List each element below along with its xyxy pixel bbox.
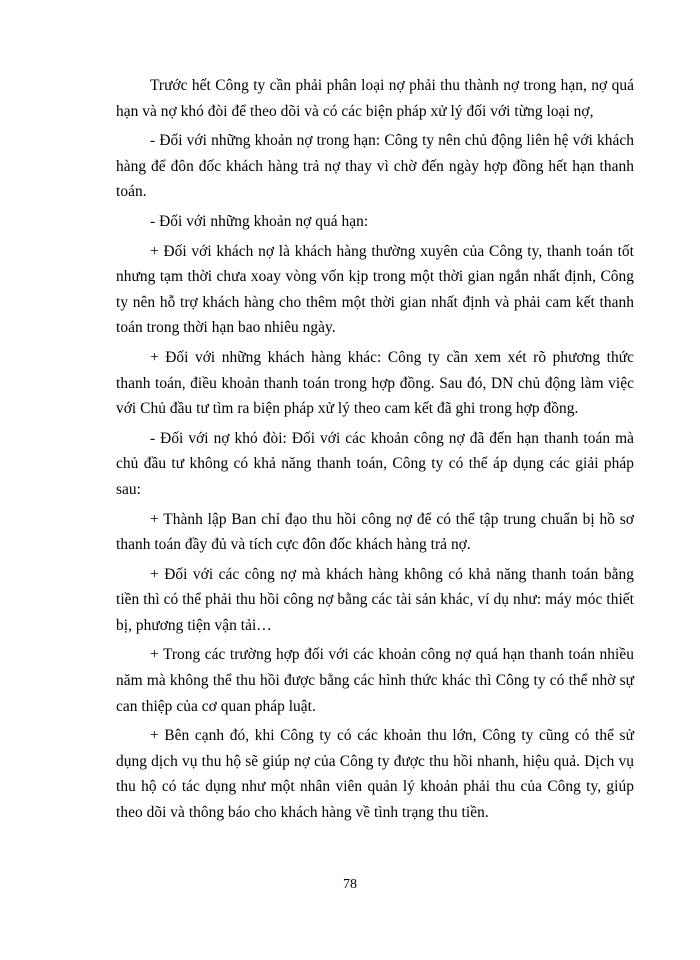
page-number: 78 — [343, 877, 357, 892]
paragraph-regular-customers: + Đối với khách nợ là khách hàng thường xuyên của Công ty, thanh toán tốt nhưng tạm thời chưa xoay vòng vốn kịp trong một thời gian ngắn nhất định, Công ty nên hỗ trợ khách hàng cho thêm một thời gian nhất định và phải cam kết thanh toán trong thời hạn bao nhiêu ngày. — [116, 242, 634, 337]
paragraph-legal-intervention: + Trong các trường hợp đối với các khoản công nợ quá hạn thanh toán nhiều năm mà không thể thu hồi được bằng các hình thức khác thì Công ty có thể nhờ sự can thiệp của cơ quan pháp luật. — [116, 646, 634, 715]
paragraph-collection-service: + Bên cạnh đó, khi Công ty có các khoản thu lớn, Công ty cũng có thể sử dụng dịch vụ thu hộ sẽ giúp nợ của Công ty được thu hồi nhanh, hiệu quả. Dịch vụ thu hộ có tác dụng như một nhân viên quản lý khoản phải thu của Công ty, giúp theo dõi và thông báo cho khách hàng về tình trạng thu tiền. — [116, 727, 634, 822]
document-body — [116, 73, 634, 830]
paragraph-debt-classification: Trước hết Công ty cần phải phân loại nợ phải thu thành nợ trong hạn, nợ quá hạn và nợ khó đòi để theo dõi và có các biện pháp xử lý đối với từng loại nợ, — [116, 77, 634, 120]
paragraph-collection-board: + Thành lập Ban chỉ đạo thu hồi công nợ để có thể tập trung chuẩn bị hồ sơ thanh toán đầy đủ và tích cực đôn đốc khách hàng trả nợ. — [116, 510, 634, 554]
paragraph-current-debt: - Đối với những khoản nợ trong hạn: Công ty nên chủ động liên hệ với khách hàng để đôn đốc khách hàng trả nợ thay vì chờ đến ngày hợp đồng hết hạn thanh toán. — [116, 132, 634, 201]
paragraph-bad-debt: - Đối với nợ khó đòi: Đối với các khoản công nợ đã đến hạn thanh toán mà chủ đầu tư không có khả năng thanh toán, Công ty có thể áp dụng các giải pháp sau: — [116, 429, 634, 498]
paragraph-overdue-debt-heading: - Đối với những khoản nợ quá hạn: — [150, 212, 369, 230]
paragraph-other-customers: + Đối với những khách hàng khác: Công ty cần xem xét rõ phương thức thanh toán, điều khoản thanh toán trong hợp đồng. Sau đó, DN chủ động làm việc với Chủ đầu tư tìm ra biện pháp xử lý theo cam kết đã ghi trong hợp đồng. — [116, 348, 634, 418]
paragraph-asset-recovery: + Đối với các công nợ mà khách hàng không có khả năng thanh toán bằng tiền thì có thể phải thu hồi công nợ bằng các tài sản khác, ví dụ như: máy móc thiết bị, phương tiện vận tải… — [116, 565, 634, 634]
